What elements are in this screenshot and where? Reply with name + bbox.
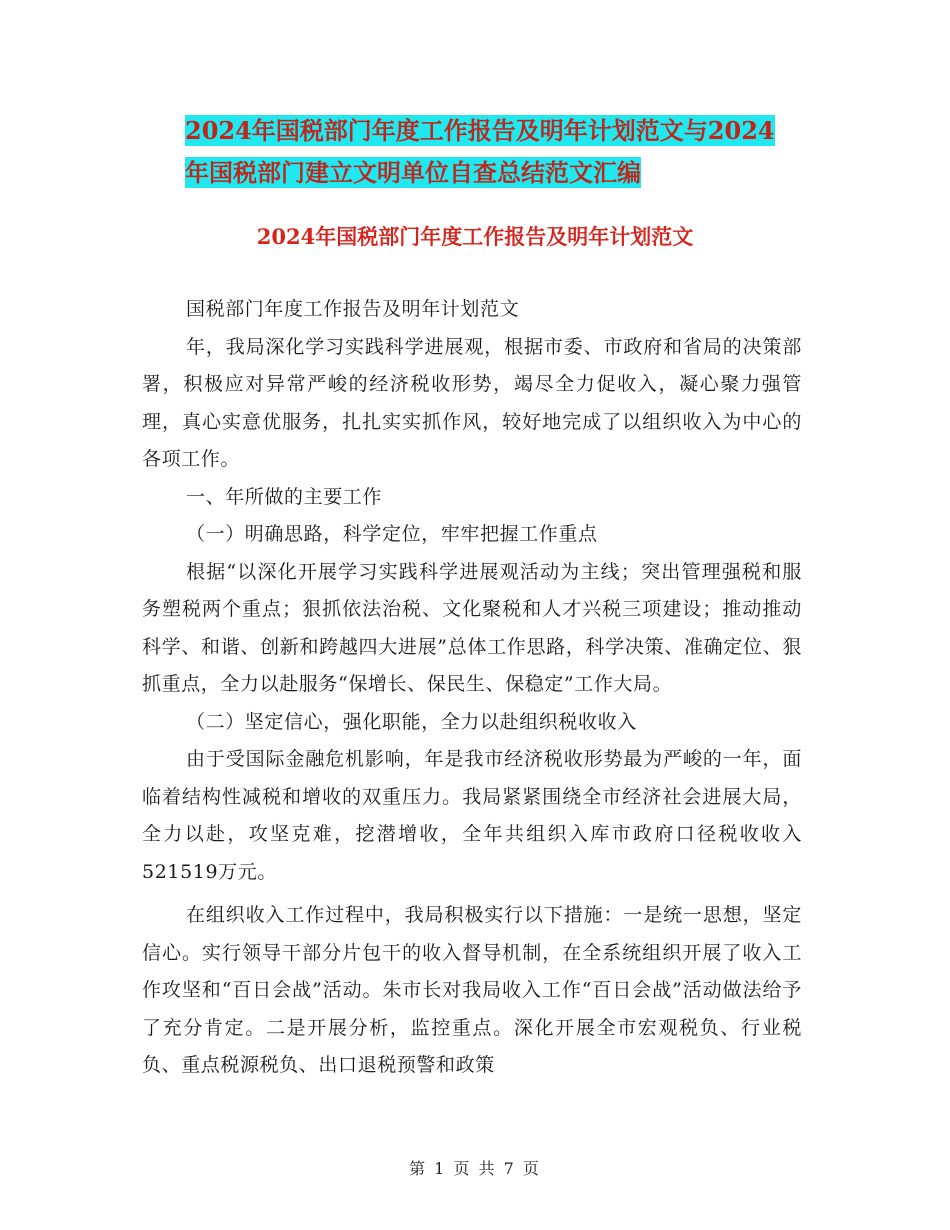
paragraph-subtitle: 国税部门年度工作报告及明年计划范文 xyxy=(186,298,520,320)
document-title xyxy=(185,110,815,194)
page-footer: 第 1 页 共 7 页 xyxy=(409,1159,541,1178)
document-title-line-2: 年国税部门建立文明单位自查总结范文汇编 xyxy=(185,158,641,187)
paragraph-measures: 在组织收入工作过程中，我局积极实行以下措施：一是统一思想，坚定信心。实行领导干部分片包干的收入督导机制，在全系统组织开展了收入工作攻坚和“百日会战”活动。朱市长对我局收入工作“百日会战”活动做法给予了充分肯定。二是开展分析，监控重点。深化开展全市宏观税负、行业税负、重点税源税负、出口退税预警和政策 xyxy=(142,904,802,1076)
section-title: 2024年国税部门年度工作报告及明年计划范文 xyxy=(256,224,694,249)
paragraph-revenue: 由于受国际金融危机影响，年是我市经济税收形势最为严峻的一年，面临着结构性减税和增收的双重压力。我局紧紧围绕全市经济社会进展大局，全力以赴，攻坚克难，挖潜增收，全年共组织入库市政府口径税收收入521519万元。 xyxy=(142,748,802,883)
paragraph-strategy: 根据“以深化开展学习实践科学进展观活动为主线；突出管理强税和服务塑税两个重点；狠抓依法治税、文化聚税和人才兴税三项建设；推动推动科学、和谐、创新和跨越四大进展”总体工作思路，科学决策、准确定位、狠抓重点，全力以赴服务“保增长、保民生、保稳定”工作大局。 xyxy=(142,560,802,695)
document-body xyxy=(142,291,802,1085)
subheading-1: （一）明确思路，科学定位，牢牢把握工作重点 xyxy=(186,523,598,545)
heading-main-work: 一、年所做的主要工作 xyxy=(186,485,383,508)
subheading-2: （二）坚定信心，强化职能，全力以赴组织税收收入 xyxy=(186,710,637,733)
paragraph-intro: 年，我局深化学习实践科学进展观，根据市委、市政府和省局的决策部署，积极应对异常严峻的经济税收形势，竭尽全力促收入，凝心聚力强管理，真心实意优服务，扎扎实实抓作风，较好地完成了以组织收入为中心的各项工作。 xyxy=(142,335,802,470)
document-title-line-1: 2024年国税部门年度工作报告及明年计划范文与2024 xyxy=(185,116,775,145)
